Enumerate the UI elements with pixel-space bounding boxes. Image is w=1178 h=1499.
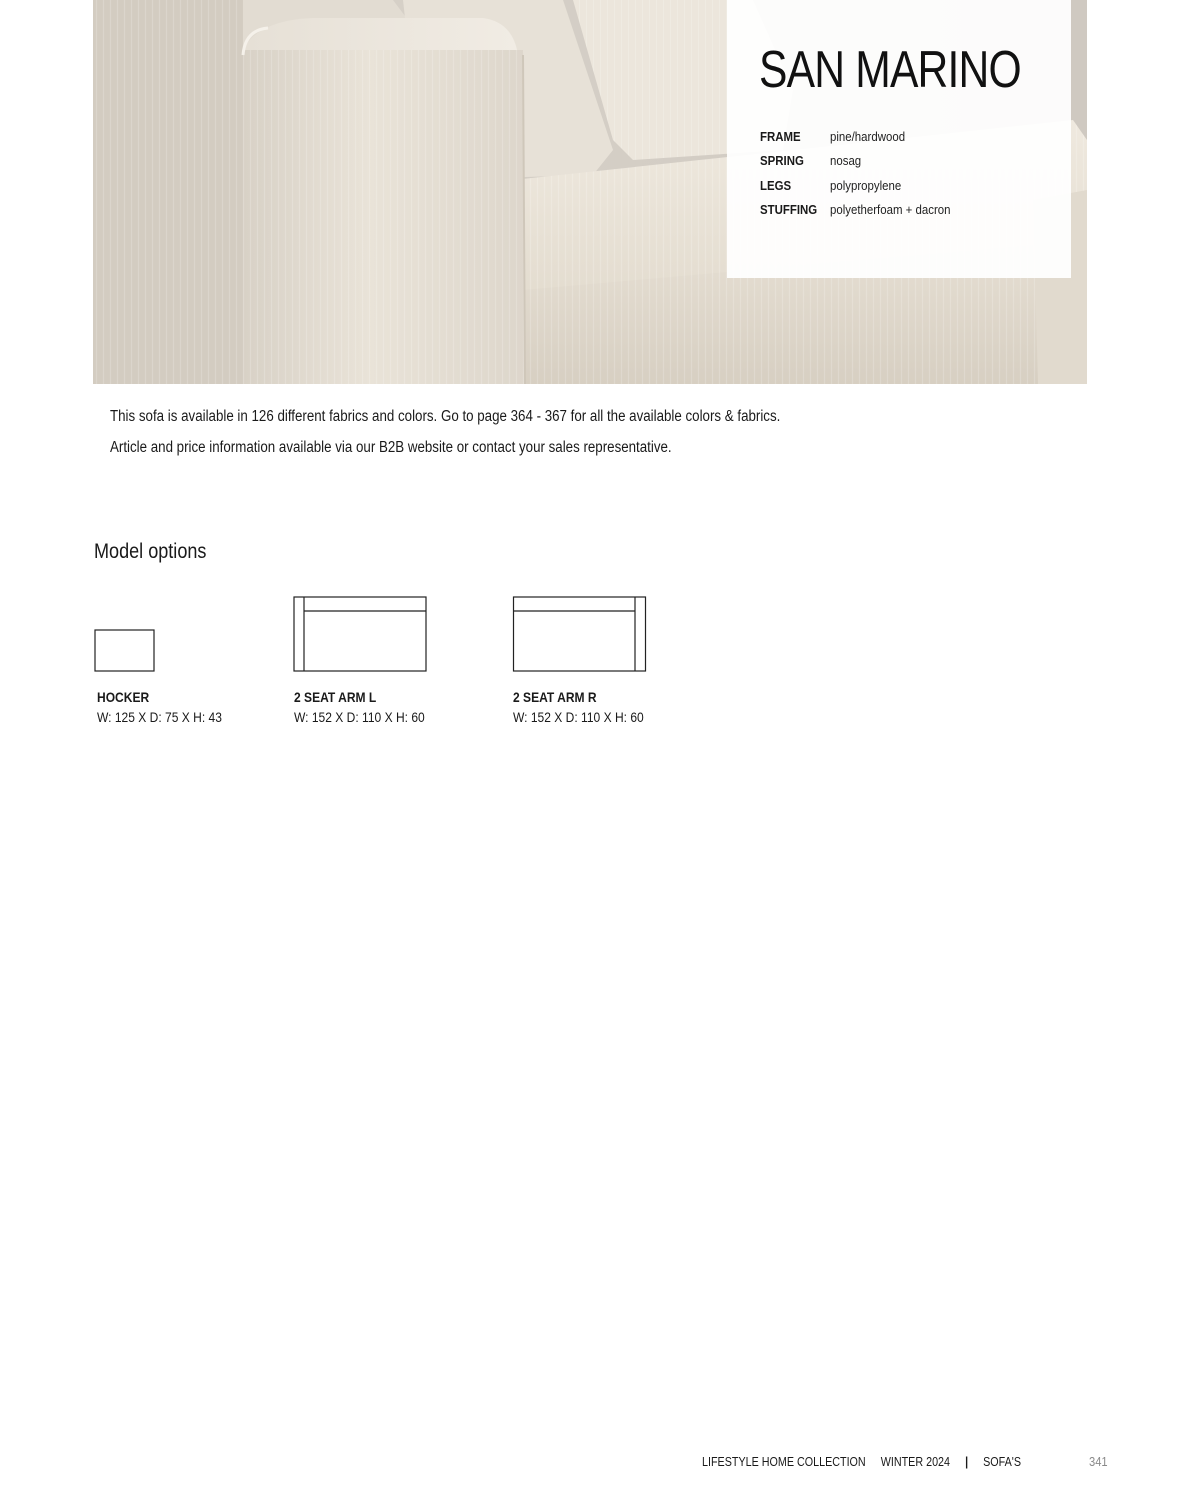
intro-line-fabrics: This sofa is available in 126 different fabrics and colors. Go to page 364 - 367 for all the available colors & fabrics. <box>110 408 781 425</box>
model-option-2-seat-arm-r <box>512 596 712 736</box>
spec-label: SPRING <box>760 153 804 169</box>
model-dims: W: 152 X D: 110 X H: 60 <box>294 709 425 725</box>
footer-season: WINTER 2024 <box>880 1455 951 1469</box>
footer-collection: LIFESTYLE HOME COLLECTION <box>702 1455 866 1469</box>
model-dims: W: 125 X D: 75 X H: 43 <box>97 709 222 725</box>
model-name: 2 SEAT ARM L <box>294 689 377 705</box>
spec-label: LEGS <box>760 177 792 193</box>
product-title: SAN MARINO <box>759 41 1021 99</box>
spec-row-frame <box>760 124 1060 149</box>
hocker-outline-icon <box>94 629 156 673</box>
spec-row-stuffing <box>760 198 1060 223</box>
intro-text <box>110 402 780 463</box>
model-option-hocker <box>94 596 274 736</box>
page-footer <box>702 1455 1033 1469</box>
spec-value: nosag <box>830 153 862 169</box>
spec-label: STUFFING <box>760 202 818 218</box>
model-name: HOCKER <box>97 689 150 705</box>
intro-line-pricing: Article and price information available via our B2B website or contact your sales representative. <box>110 438 672 456</box>
spec-row-spring <box>760 149 1060 174</box>
sofa-arm-right-outline-icon <box>512 596 648 674</box>
sofa-arm-left-outline-icon <box>293 596 429 674</box>
spec-list <box>760 124 1060 222</box>
spec-row-legs <box>760 173 1060 198</box>
model-option-2-seat-arm-l <box>293 596 493 736</box>
spec-value: polyetherfoam + dacron <box>830 202 951 218</box>
footer-category: SOFA'S <box>983 1455 1022 1469</box>
spec-value: polypropylene <box>830 177 902 193</box>
spec-label: FRAME <box>760 128 801 144</box>
model-dims: W: 152 X D: 110 X H: 60 <box>513 709 644 725</box>
footer-separator: | <box>965 1455 969 1469</box>
spec-card <box>727 0 1071 278</box>
model-options-title: Model options <box>94 540 207 563</box>
model-name: 2 SEAT ARM R <box>513 689 597 705</box>
page-number: 341 <box>1089 1454 1108 1469</box>
spec-value: pine/hardwood <box>830 128 906 144</box>
